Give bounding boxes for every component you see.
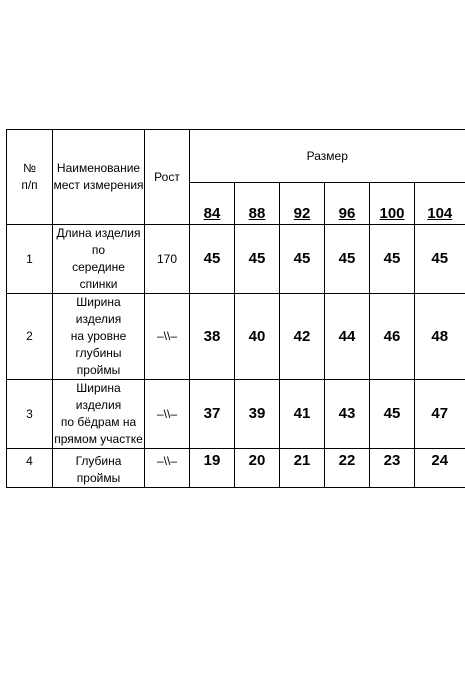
- row-value: 45: [280, 225, 325, 294]
- table-row: [7, 449, 465, 488]
- size-92: 92: [280, 183, 325, 225]
- size-chart-crop: [0, 129, 460, 485]
- row-name: [53, 449, 145, 488]
- row-value: 45: [415, 225, 465, 294]
- row-value: 47: [415, 380, 465, 449]
- size-100: 100: [370, 183, 415, 225]
- header-name: [53, 130, 145, 225]
- table-row: [7, 380, 465, 449]
- row-value: 19: [190, 449, 235, 488]
- size-96: 96: [325, 183, 370, 225]
- row-value: 41: [280, 380, 325, 449]
- row-value: 39: [235, 380, 280, 449]
- header-name-text: Наименование мест измерения: [53, 161, 144, 192]
- row-name-text: Глубина проймы: [75, 454, 122, 485]
- row-name: [53, 380, 145, 449]
- row-height: –\\–: [145, 294, 190, 380]
- size-chart-table: [6, 129, 465, 488]
- row-num: 3: [7, 380, 53, 449]
- row-value: 43: [325, 380, 370, 449]
- row-value: 45: [325, 225, 370, 294]
- size-104: 104: [415, 183, 465, 225]
- row-value: 37: [190, 380, 235, 449]
- row-height: 170: [145, 225, 190, 294]
- row-value: 40: [235, 294, 280, 380]
- row-num: 4: [7, 449, 53, 488]
- row-value: 24: [415, 449, 465, 488]
- header-size-group-text: Размер: [306, 148, 348, 163]
- size-88: 88: [235, 183, 280, 225]
- row-value: 46: [370, 294, 415, 380]
- row-height: –\\–: [145, 449, 190, 488]
- row-value: 23: [370, 449, 415, 488]
- table-row: [7, 225, 465, 294]
- row-value: 38: [190, 294, 235, 380]
- row-value: 21: [280, 449, 325, 488]
- row-value: 22: [325, 449, 370, 488]
- row-name-text: Ширина изделия на уровне глубины проймы: [70, 295, 127, 377]
- header-height: [145, 130, 190, 225]
- header-size-group: [190, 130, 465, 183]
- row-value: 45: [235, 225, 280, 294]
- row-name: [53, 294, 145, 380]
- row-value: 45: [370, 380, 415, 449]
- row-name: [53, 225, 145, 294]
- row-value: 48: [415, 294, 465, 380]
- row-num: 2: [7, 294, 53, 380]
- row-value: 45: [370, 225, 415, 294]
- header-row-top: [7, 130, 465, 183]
- row-value: 20: [235, 449, 280, 488]
- row-value: 44: [325, 294, 370, 380]
- row-height: –\\–: [145, 380, 190, 449]
- row-value: 45: [190, 225, 235, 294]
- header-num-text: № п/п: [21, 161, 38, 192]
- row-value: 42: [280, 294, 325, 380]
- size-84: 84: [190, 183, 235, 225]
- row-num: 1: [7, 225, 53, 294]
- header-height-text: Рост: [154, 169, 180, 184]
- row-name-text: Ширина изделия по бёдрам на прямом участке: [54, 381, 143, 446]
- header-num: [7, 130, 53, 225]
- row-name-text: Длина изделия по середине спинки: [56, 226, 141, 291]
- table-row: [7, 294, 465, 380]
